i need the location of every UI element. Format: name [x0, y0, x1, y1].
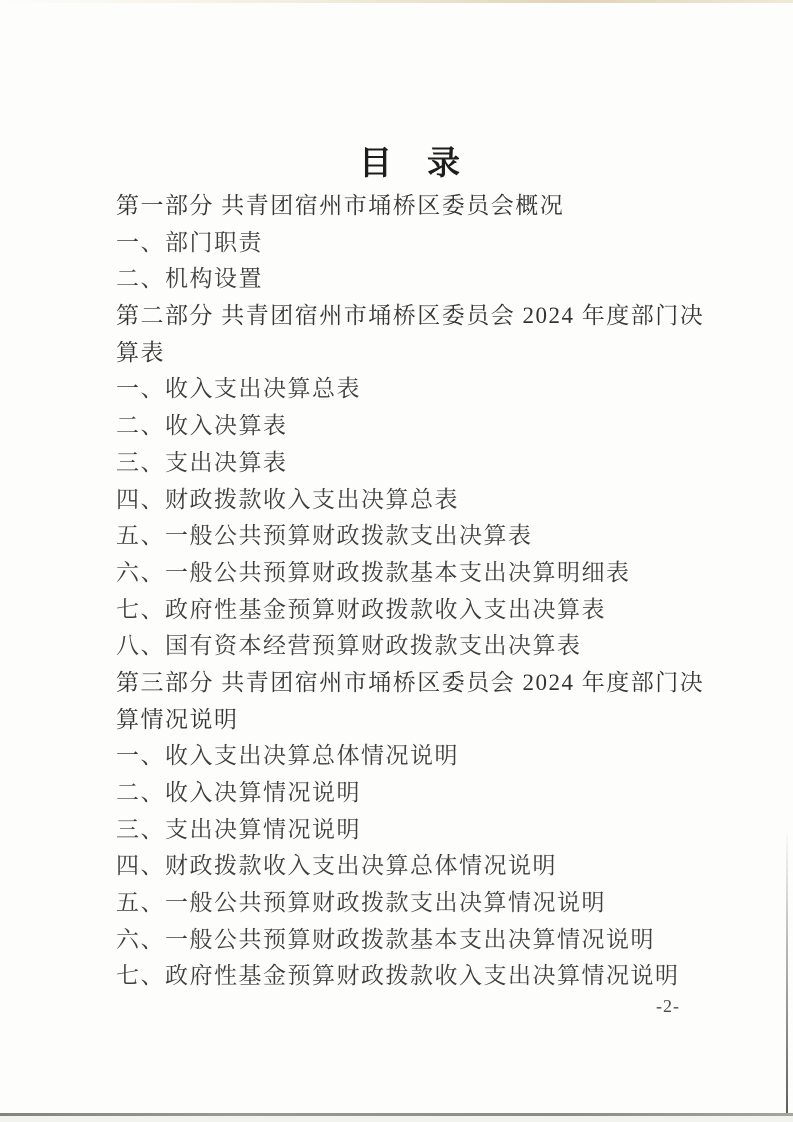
toc-item: 二、机构设置	[116, 266, 263, 292]
toc-item: 二、收入决算表	[116, 413, 288, 439]
toc-item: 八、国有资本经营预算财政拨款支出决算表	[116, 633, 582, 659]
scan-top-edge-artifact	[0, 0, 793, 3]
toc-item: 四、财政拨款收入支出决算总体情况说明	[116, 853, 557, 879]
toc-part-header: 第二部分 共青团宿州市埇桥区委员会 2024 年度部门决	[116, 303, 705, 329]
toc-part-header-continuation: 算情况说明	[116, 706, 239, 732]
toc-item: 三、支出决算表	[116, 449, 288, 475]
table-of-contents	[116, 188, 704, 995]
toc-item: 三、支出决算情况说明	[116, 816, 361, 842]
toc-item: 二、收入决算情况说明	[116, 780, 361, 805]
toc-item: 一、收入支出决算总体情况说明	[116, 743, 459, 769]
toc-item: 五、一般公共预算财政拨款支出决算表	[116, 523, 533, 549]
page-number: -2-	[656, 996, 680, 1016]
toc-part-header: 第三部分 共青团宿州市埇桥区委员会 2024 年度部门决	[116, 669, 705, 695]
scan-bottom-margin	[0, 1116, 793, 1122]
toc-item: 六、一般公共预算财政拨款基本支出决算明细表	[116, 559, 631, 585]
toc-part-header: 第一部分 共青团宿州市埇桥区委员会概况	[116, 193, 565, 218]
toc-item: 四、财政拨款收入支出决算总表	[116, 486, 459, 512]
document-title: 目 录	[359, 146, 461, 182]
scan-right-edge-shadow	[786, 828, 788, 1122]
toc-item: 七、政府性基金预算财政拨款收入支出决算表	[116, 596, 606, 622]
toc-item: 六、一般公共预算财政拨款基本支出决算情况说明	[116, 926, 655, 952]
toc-item: 五、一般公共预算财政拨款支出决算情况说明	[116, 890, 606, 916]
toc-item: 一、部门职责	[116, 229, 263, 255]
toc-item: 七、政府性基金预算财政拨款收入支出决算情况说明	[116, 963, 680, 989]
toc-item: 一、收入支出决算总表	[116, 376, 361, 402]
toc-part-header-continuation: 算表	[116, 339, 165, 365]
